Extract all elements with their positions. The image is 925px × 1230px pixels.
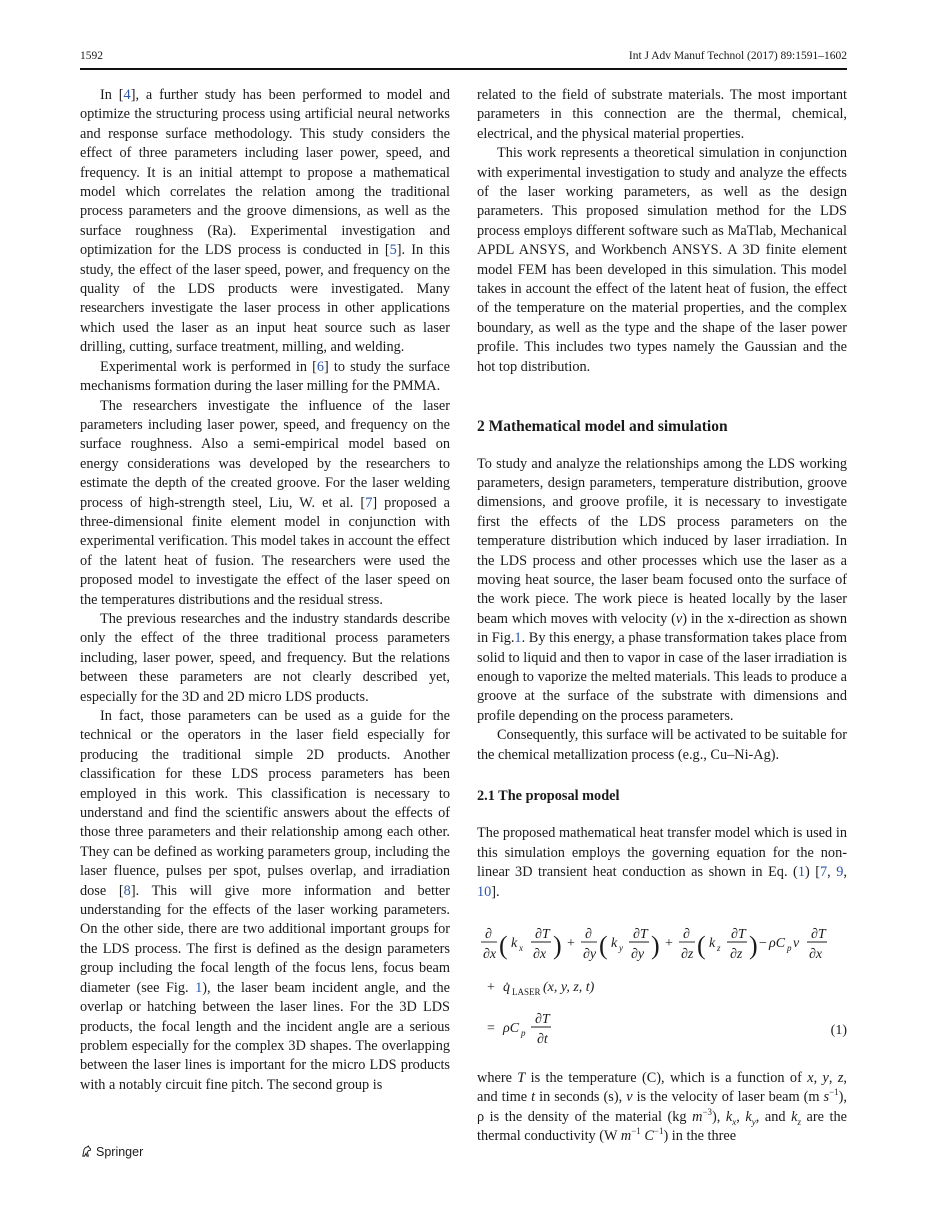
svg-text:∂T: ∂T [535,927,550,943]
paragraph: Consequently, this surface will be activated to be suitable for the chemical metallization process (e.g., Cu–Ni-Ag). [477,727,847,763]
svg-text:k: k [709,936,716,952]
svg-text:ρC: ρC [503,1021,520,1037]
citation-link[interactable]: 6 [316,358,324,375]
paragraph: Experimental work is performed in [6] to study the surface mechanisms formation during the laser milling for the PMMA. [80,358,450,395]
paragraph: related to the field of substrate materials. The most important parameters in this connection are the thermal, chemical, electrical, and the physical material properties. [477,87,847,142]
svg-text:∂x: ∂x [809,947,823,963]
citation-link[interactable]: 9 [836,864,844,881]
running-header [80,50,847,68]
citation-link[interactable]: 8 [123,882,131,899]
svg-text:∂y: ∂y [631,947,645,963]
svg-text:+: + [487,980,495,996]
svg-text:∂: ∂ [485,927,492,943]
svg-text:k: k [511,936,518,952]
figure-link[interactable]: 1 [195,979,203,996]
svg-text:k: k [611,936,618,952]
citation-link[interactable]: 5 [389,242,397,259]
paragraph: To study and analyze the relationships among the LDS working parameters, design parameters, temperature distribution, groove dimensions, and groove profile, it is necessary to investigate first the effects of the LDS process parameters on the temperature distribution which induced by laser irradiation. In the LDS process and other processes which use the laser as a moving heat source, the laser beam focused onto the surface of the work piece. The work piece is heated locally by the laser beam which moves with velocity (v) in the x-direction as shown in Fig.1. By this energy, a phase transformation takes place from solid to liquid and then to vapor in case of the laser irradiation is enough to vaporize the melted materials. This leads to produce a groove at the surface of the substrate with dimensions and profile depending on the process parameters. [477,455,847,724]
svg-text:ρC: ρC [769,936,786,952]
equation-number: (1) [830,1023,847,1039]
svg-text:LASER: LASER [512,987,541,998]
left-column [80,86,450,1095]
svg-text:(x, y, z, t): (x, y, z, t) [543,980,595,996]
svg-text:∂z: ∂z [681,947,694,963]
footer [80,1145,143,1159]
svg-text:∂t: ∂t [537,1032,548,1048]
svg-text:p: p [521,1028,526,1039]
svg-text:y: y [619,943,623,954]
journal-citation: Int J Adv Manuf Technol (2017) 89:1591–1602 [628,50,847,62]
svg-text:v: v [793,936,800,952]
header-rule [80,68,847,70]
paragraph: The proposed mathematical heat transfer model which is used in this simulation employs the governing equation for the non-linear 3D transient heat conduction as shown in Eq. (1) [7, 9, 10]. [477,825,847,900]
svg-text:∂y: ∂y [583,947,597,963]
paragraph: This work represents a theoretical simulation in conjunction with experimental investigation to study and analyze the effects of the laser working parameters, as well as the design parameters. This proposed simulation method for the LDS process employs different software such as MaTlab, Mechanical APDL ANSYS, and Workbench ANSYS. A 3D finite element model FEM has been developed in this simulation. This model takes in account the effect of the latent heat of fusion, the effect of the temperature on the material properties, and the complex boundary, as well as the type and the shape of the laser power profile. This includes two types namely the Gaussian and the hot top distribution. [477,145,847,375]
springer-horse-icon [80,1145,93,1158]
svg-text:∂T: ∂T [535,1012,550,1028]
page-number: 1592 [80,50,103,62]
heat-equation-graphic [477,922,847,1057]
svg-text:∂x: ∂x [483,947,497,963]
svg-text:∂T: ∂T [811,927,826,943]
equation-link[interactable]: 1 [797,864,805,881]
svg-text:z: z [717,943,721,954]
svg-text:x: x [519,943,523,954]
svg-text:∂: ∂ [683,927,690,943]
svg-text:p: p [787,943,792,954]
svg-text:(: ( [599,931,608,961]
citation-link[interactable]: 10 [477,883,492,900]
svg-text:): ) [749,931,758,961]
section-title: 2 Mathematical model and simulation [477,418,728,436]
citation-link[interactable]: 7 [365,494,373,511]
right-column [477,86,847,1147]
svg-text:(: ( [499,931,508,961]
svg-text:): ) [651,931,660,961]
svg-text:): ) [553,931,562,961]
svg-text:+: + [567,936,575,952]
svg-text:∂: ∂ [585,927,592,943]
svg-text:q̇: q̇ [503,980,510,996]
svg-text:∂z: ∂z [730,947,743,963]
svg-text:∂T: ∂T [731,927,746,943]
citation-link[interactable]: 4 [123,87,131,103]
svg-text:=: = [487,1021,495,1037]
svg-text:−: − [759,936,767,952]
subsection-title: 2.1 The proposal model [477,788,620,804]
paragraph: The previous researches and the industry standards describe only the effect of the three traditional process parameters including, laser power, speed, and frequency. But the relations between these parameters are not clearly described yet, especially for the 3D and 2D micro LDS products. [80,610,450,705]
figure-link[interactable]: 1 [514,630,522,647]
publisher-name: Springer [96,1145,144,1159]
paragraph: The researchers investigate the influence of the laser parameters including laser power, speed, and frequency on the surface roughness. Also a semi-empirical model based on energy considerations was developed by the researchers to estimate the depth of the created groove. For the laser welding process of high-strength steel, Liu, W. et al. [7] proposed a three-dimensional finite element model in conjunction with experimental verification. This model takes in account the effect of the latent heat of fusion. The researchers were used the proposed model to investigate the effect of the laser speed on the temperatures distributions and the residual stress. [80,397,451,608]
citation-link[interactable]: 7 [820,864,828,881]
paragraph: In fact, those parameters can be used as a guide for the technical or the operators in the laser field especially for producing the traditional simple 2D products. Another classification for these LDS process parameters has been employed in this work. This classification is necessary to understand and find the scientific answers about the effects of those three parameters and their relationship among each other. They can be defined as working parameters group, including the laser fluence, pulses per spot, pulses overlap, and irradiation dose [8]. This will give more information and better understanding for the effects of the laser working parameters. On the other side, there are two additional important groups for the LDS process. The first is defined as the design parameters group including the focal length of the focus lens, focus beam diameter (see Fig. 1), the laser beam incident angle, and the overlap or hatching between the laser lines. For the 3D LDS products, the focal length and the incident angle are a serious problem especially for the complex 3D shapes. The overlapping between the laser lines is important for the micro LDS products with a notably circuit fine pitch. The second group is [80,708,450,1093]
paragraph: In [4], a further study has been performed to model and optimize the structuring process using artificial neural networks and response surface methodology. This study considers the effect of three parameters including laser power, speed, and frequency. It is an initial attempt to propose a mathematical model which correlates the relation among the traditional process parameters and the groove dimensions, as well as the surface roughness (Ra). Experimental investigation and optimization for the LDS process is conducted in [5]. In this study, the effect of the laser speed, power, and frequency on the quality of the LDS products were investigated. Many researchers investigate the laser process in other applications which used the laser as an input heat source such as laser drilling, cutting, surface treatment, milling, and welding. [80,87,451,356]
svg-text:∂T: ∂T [633,927,648,943]
svg-text:∂x: ∂x [533,947,547,963]
paragraph: where T is the temperature (C), which is a function of x, y, z, and time t in seconds (s), v is the velocity of laser beam (m $s^{-1}$), ρ is the density of the material (kg $m^{-3}$), $k_x$, $k_y$, and $k_z$ are the thermal conductivity (W $m^{-1}$ $C^{-1}$) in the three [477,1070,848,1145]
svg-text:(: ( [697,931,706,961]
equation-1 [477,922,847,1057]
svg-text:+: + [665,936,673,952]
